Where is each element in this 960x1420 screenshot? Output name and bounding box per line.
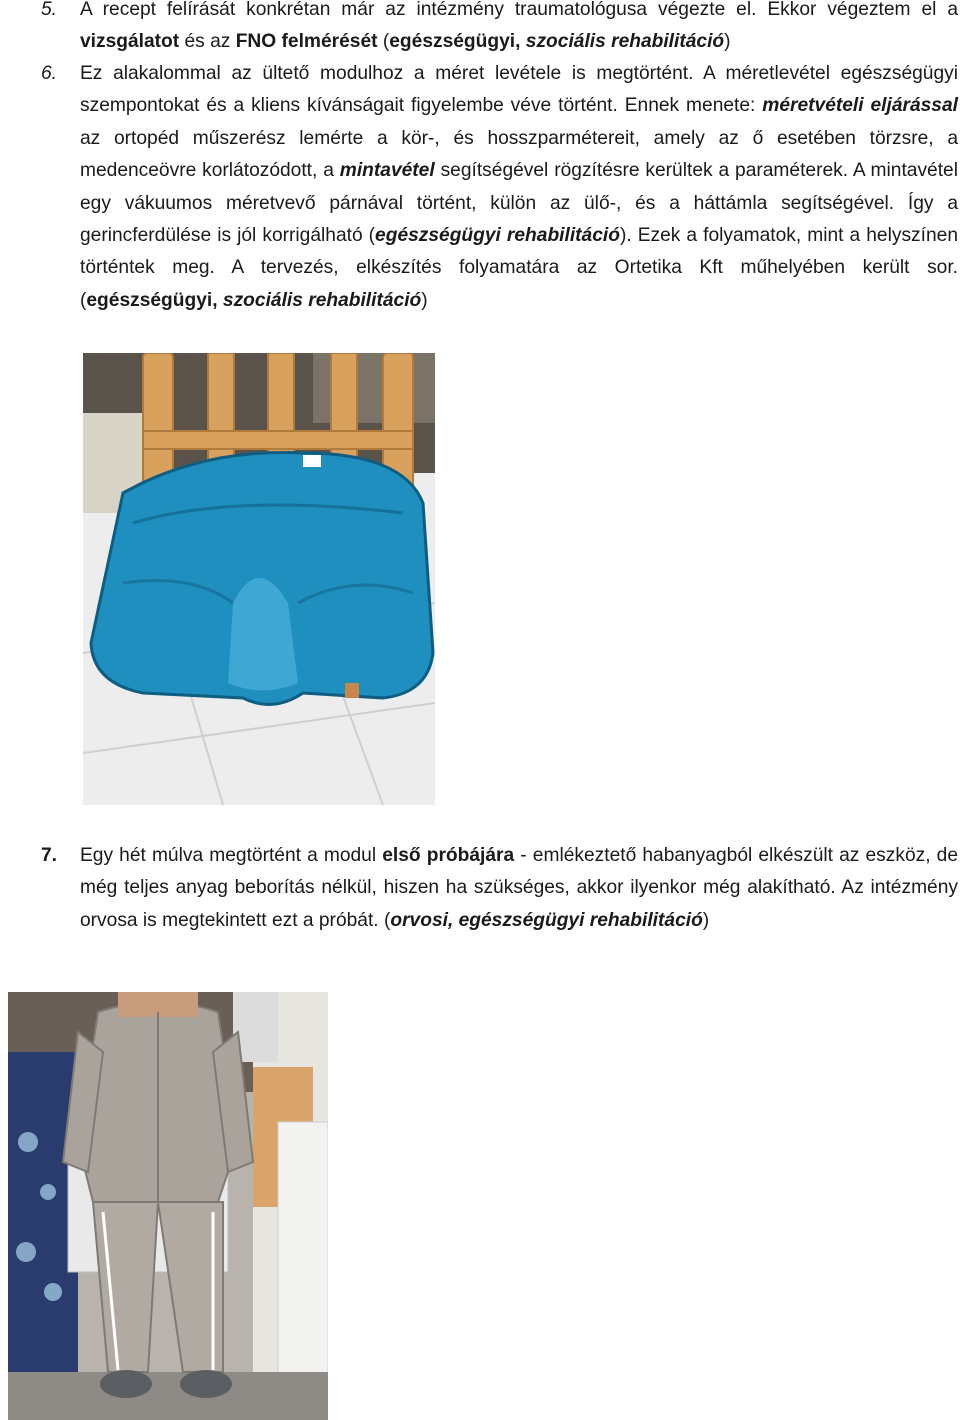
bold-italic-run: méretvételi eljárással	[762, 95, 958, 117]
bold-run: FNO felmérését	[235, 31, 378, 53]
bold-italic-run: szociális rehabilitáció	[222, 289, 422, 311]
text-run: )	[724, 31, 731, 53]
bold-italic-run: egészségügyi rehabilitáció	[375, 225, 620, 247]
list-number: 5.	[41, 0, 58, 20]
text-run: Ez alakalommal az ültető modulhoz a méret levétele is megtörtént. A méretlevétel egészségügyi szempontokat és a kliens kívánságait figyelembe véve történt. Ennek menete:	[80, 63, 958, 117]
list-item-7	[0, 840, 958, 937]
list-item-5	[0, 0, 958, 59]
list-number: 6.	[41, 63, 58, 84]
bold-italic-run: szociális rehabilitáció	[525, 31, 725, 53]
text-run: A recept felírását konkrétan már az intézmény traumatológusa végezte el. Ekkor végeztem el a	[80, 0, 958, 20]
bold-run: vizsgálatot	[80, 31, 180, 53]
seat-mould-photo	[83, 353, 435, 805]
text-run: )	[421, 289, 428, 311]
text-run: )	[702, 909, 710, 931]
paragraph-5	[80, 0, 958, 59]
bold-run: egészségügyi,	[86, 289, 218, 311]
fitting-trial-photo	[8, 992, 328, 1420]
paragraph-7	[80, 840, 958, 937]
text-run: (	[377, 31, 390, 53]
text-run: segítségével rögzítésre kerültek a paraméterek. A mintavétel egy vákuumos méretvevő párnával történt, külön az ülő-, és a háttámla segítségével. Így a gerincferdülése is jól korrigálható (	[80, 160, 958, 247]
text-run: és az	[179, 31, 236, 53]
list-number: 7.	[41, 845, 58, 866]
text-run: - emlékeztető habanyagból elkészült az eszköz, de még teljes anyag beborítás nélkül, hiszen ha szükséges, akkor ilyenkor még alakítható. Az intézmény orvosa is megtekintett ezt a próbát. (	[80, 845, 958, 931]
text-run: ). Ezek a folyamatok, mint a helyszínen történtek meg. A tervezés, elkészítés folyamatára az Ortetika Kft műhelyében került sor. (	[80, 225, 958, 311]
text-run: Egy hét múlva megtörtént a modul	[80, 845, 383, 866]
bold-run: egészségügyi,	[389, 31, 521, 53]
list-item-6	[0, 58, 958, 317]
paragraph-6	[80, 58, 958, 317]
text-run: az ortopéd műszerész lemérte a kör-, és hosszparmétereit, amely az ő esetében törzsre, a medenceövre korlátozódott, a	[80, 127, 958, 182]
bold-italic-run: mintavétel	[339, 160, 435, 182]
bold-run: első próbájára	[382, 845, 515, 866]
bold-italic-run: orvosi, egészségügyi rehabilitáció	[390, 909, 703, 931]
